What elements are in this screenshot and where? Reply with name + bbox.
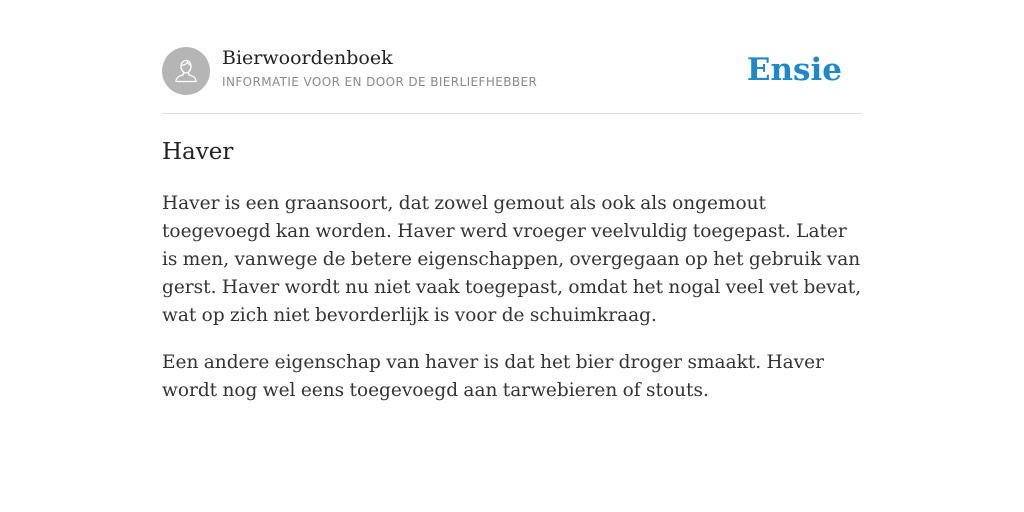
brand-logo[interactable]: Ensie: [746, 52, 842, 88]
page-container: [162, 0, 862, 401]
user-icon: [171, 56, 201, 86]
entry-title: Haver: [162, 139, 234, 165]
site-tagline: INFORMATIE VOOR EN DOOR DE BIERLIEFHEBBER: [222, 75, 538, 89]
entry-paragraph: Een andere eigenschap van haver is dat het bier droger smaakt. Haver wordt nog wel eens toegevoegd aan tarwebieren of stouts.: [162, 352, 824, 401]
avatar[interactable]: [162, 47, 210, 95]
entry-body: [162, 190, 862, 424]
entry-paragraph: Haver is een graansoort, dat zowel gemout als ook als ongemout toegevoegd kan worden. Haver werd vroeger veelvuldig toegepast. Later is men, vanwege de betere eigenschappen, overgegaan op het gebruik van gerst. Haver wordt nu niet vaak toegepast, omdat het nogal veel vet bevat, wat op zich niet bevorderlijk is voor de schuimkraag.: [162, 193, 862, 326]
header: [162, 0, 862, 114]
site-name[interactable]: Bierwoordenboek: [222, 47, 393, 69]
